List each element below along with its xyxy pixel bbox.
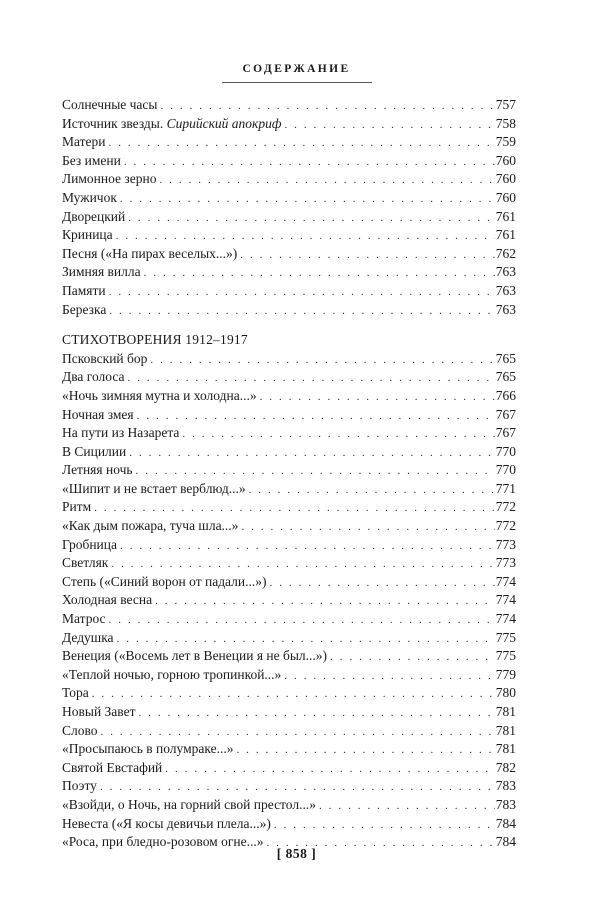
toc-entry-title-text: Степь («Синий ворон от падали...»): [62, 573, 267, 589]
toc-entry-page: 767: [495, 406, 516, 422]
toc-entry-title-text: Дворецкий: [62, 208, 126, 224]
dot-leader: [120, 190, 495, 208]
dot-leader: [128, 369, 495, 387]
toc-entry-title: [62, 245, 237, 264]
toc-entry-title-text: Светляк: [62, 555, 109, 571]
toc-entry-title-text: Лимонное зерно: [62, 171, 157, 187]
dot-leader: [270, 574, 495, 592]
toc-entry: [62, 282, 516, 301]
toc-entry-title-text: Памяти: [62, 282, 106, 298]
toc-entry-title-text: Солнечные часы: [62, 97, 158, 112]
toc-entry: [62, 722, 516, 741]
dot-leader: [249, 481, 495, 499]
toc-entry: [62, 461, 516, 480]
toc-entry-page: 757: [495, 97, 516, 112]
toc-entry-page: 775: [495, 629, 516, 645]
toc-entry-page: 758: [495, 115, 516, 131]
toc-entry: [62, 703, 516, 722]
toc-entry-subtitle: Сирийский апокриф: [166, 115, 282, 131]
toc-entry-page: 775: [495, 648, 516, 664]
toc-entry-title: [62, 282, 106, 301]
toc-entry-page: 784: [495, 815, 516, 831]
toc-entry-title-text: Летняя ночь: [62, 462, 133, 478]
table-of-contents: [62, 96, 516, 852]
toc-entry: [62, 536, 516, 555]
toc-entry-title: [62, 610, 106, 629]
toc-entry-title-text: «Роса, при бледно-розовом огне...»: [62, 834, 264, 850]
toc-entry-page: 780: [495, 685, 516, 701]
toc-entry: [62, 226, 516, 245]
toc-entry-page: 760: [495, 152, 516, 168]
toc-entry-title: [62, 498, 91, 517]
toc-entry: [62, 170, 516, 189]
toc-entry-title-text: «Просыпаюсь в полумраке...»: [62, 741, 234, 757]
toc-entry: [62, 443, 516, 462]
toc-entry-title-text: Святой Евстафий: [62, 759, 163, 775]
toc-entry-page: 781: [495, 704, 516, 719]
toc-entry: [62, 777, 516, 796]
toc-entry-page: 771: [495, 480, 516, 496]
toc-entry-title-text: Невеста («Я косы девичьи плела...»): [62, 815, 271, 831]
toc-entry-title: [62, 96, 158, 115]
toc-entry-page: 783: [495, 778, 516, 794]
dot-leader: [236, 741, 494, 759]
toc-entry-title-text: Два голоса: [62, 369, 125, 385]
toc-entry-page: 781: [495, 741, 516, 757]
toc-entry-title: [62, 443, 126, 462]
toc-entry: [62, 387, 516, 406]
toc-entry: [62, 591, 516, 610]
toc-entry-title: [62, 629, 114, 648]
toc-entry-title-text: Ритм: [62, 499, 92, 515]
toc-entry: [62, 406, 516, 425]
toc-entry-page: 763: [495, 301, 516, 317]
dot-leader: [124, 153, 495, 171]
toc-entry-page: 782: [495, 759, 516, 775]
toc-entry-page: 774: [495, 573, 516, 589]
toc-entry-title-text: Псковский бор: [62, 350, 148, 366]
toc-entry-page: 783: [495, 796, 516, 812]
toc-entry-title-text: Матрос: [62, 611, 106, 627]
toc-entry-title-text: Мужичок: [62, 189, 117, 205]
dot-leader: [128, 209, 495, 227]
toc-entry-title-text: «Теплой ночью, горною тропинкой...»: [62, 666, 282, 682]
toc-entry-title-text: «Взойди, о Ночь, на горний свой престол...»: [62, 796, 316, 812]
toc-entry-title: [62, 647, 327, 666]
toc-entry-title: [62, 387, 257, 406]
page-header-title: СОДЕРЖАНИЕ: [242, 63, 351, 75]
toc-entry-title-text: «Ночь зимняя мутна и холодна...»: [62, 387, 257, 403]
toc-entry: [62, 666, 516, 685]
toc-entry-page: 763: [495, 282, 516, 298]
toc-entry-title: [62, 777, 97, 796]
section-heading: СТИХОТВОРЕНИЯ 1912–1917: [62, 332, 248, 348]
toc-entry-title-text: Без имени: [62, 152, 121, 168]
toc-entry-title-text: Венеция («Восемь лет в Венеции я не был...»): [62, 648, 328, 664]
toc-list-top: [62, 96, 516, 319]
toc-entry-title-text: Слово: [62, 722, 98, 738]
toc-entry-page: 761: [495, 227, 516, 243]
dot-leader: [159, 171, 494, 189]
toc-entry-title: [62, 368, 125, 387]
toc-entry-page: 762: [495, 245, 516, 261]
toc-entry: [62, 647, 516, 666]
toc-entry-page: 781: [495, 722, 516, 738]
toc-entry-title: [62, 301, 106, 320]
toc-entry-page: 770: [495, 462, 516, 478]
toc-entry: [62, 189, 516, 208]
dot-leader: [274, 816, 495, 834]
dot-leader: [330, 648, 495, 666]
toc-entry-title: [62, 554, 108, 573]
toc-entry-title-text: На пути из Назарета: [62, 425, 180, 441]
toc-entry-title: [62, 759, 162, 778]
toc-entry-title: [62, 263, 141, 282]
dot-leader: [101, 723, 495, 741]
toc-entry: [62, 115, 516, 134]
toc-entry-title-text: Матери: [62, 134, 106, 150]
toc-entry-page: 760: [495, 189, 516, 205]
dot-leader: [137, 407, 495, 425]
toc-entry-page: 767: [495, 425, 516, 441]
toc-entry-title: [62, 815, 271, 834]
toc-entry-page: 763: [495, 264, 516, 280]
toc-entry: [62, 573, 516, 592]
toc-entry-title: [62, 461, 133, 480]
toc-entry: [62, 554, 516, 573]
dot-leader: [182, 425, 494, 443]
toc-entry: [62, 759, 516, 778]
toc-entry: [62, 629, 516, 648]
dot-leader: [109, 134, 495, 152]
toc-entry-title: [62, 740, 233, 759]
toc-entry: [62, 152, 516, 171]
dot-leader: [109, 283, 495, 301]
dot-leader: [260, 388, 495, 406]
toc-entry: [62, 480, 516, 499]
dot-leader: [129, 444, 495, 462]
toc-entry-title-text: Ночная змея: [62, 406, 134, 422]
toc-entry-title: [62, 115, 281, 134]
toc-entry-page: 772: [495, 499, 516, 515]
dot-leader: [284, 667, 494, 685]
toc-entry-title: [62, 208, 125, 227]
toc-entry-page: 784: [495, 834, 516, 850]
toc-entry-title: [62, 170, 156, 189]
toc-entry-title-text: Источник звезды.: [62, 115, 164, 131]
toc-entry-title-text: Песня («На пирах веселых...»): [62, 245, 238, 261]
toc-entry-page: 766: [495, 387, 516, 403]
toc-entry-title: [62, 226, 113, 245]
dot-leader: [165, 760, 494, 778]
dot-leader: [109, 611, 495, 629]
toc-entry: [62, 796, 516, 815]
toc-entry-page: 765: [495, 369, 516, 385]
toc-entry-page: 779: [495, 666, 516, 682]
toc-entry-title-text: В Сицилии: [62, 443, 127, 459]
toc-entry-title: [62, 480, 246, 499]
toc-entry-title: [62, 684, 89, 703]
toc-entry: [62, 610, 516, 629]
dot-leader: [319, 797, 495, 815]
toc-entry-page: 774: [495, 611, 516, 627]
dot-leader: [120, 537, 495, 555]
dot-leader: [284, 116, 494, 134]
toc-entry-title-text: Зимняя вилла: [62, 264, 141, 280]
toc-entry-title: [62, 536, 117, 555]
toc-entry-title-text: Дедушка: [62, 629, 114, 645]
page-number: [ 858 ]: [276, 846, 317, 861]
toc-entry-title: [62, 517, 238, 536]
toc-entry-page: 761: [495, 208, 516, 224]
toc-entry-title: [62, 573, 267, 592]
toc-entry-page: 765: [495, 350, 516, 366]
dot-leader: [139, 704, 495, 722]
toc-entry-title: [62, 666, 281, 685]
toc-entry-page: 760: [495, 171, 516, 187]
toc-entry: [62, 350, 516, 369]
dot-leader: [150, 351, 494, 369]
toc-entry-title-text: Криница: [62, 227, 113, 243]
dot-leader: [116, 227, 495, 245]
toc-entry-title: [62, 591, 152, 610]
toc-entry-title-text: «Шипит и не встает верблюд...»: [62, 480, 246, 496]
toc-entry-title: [62, 133, 106, 152]
toc-entry-title: [62, 796, 316, 815]
dot-leader: [92, 685, 495, 703]
toc-entry: [62, 133, 516, 152]
toc-entry: [62, 815, 516, 834]
dot-leader: [240, 246, 494, 264]
toc-entry-page: 770: [495, 443, 516, 459]
toc-entry-page: 773: [495, 555, 516, 571]
toc-entry-title: [62, 424, 179, 443]
dot-leader: [136, 462, 495, 480]
toc-entry-title: [62, 152, 121, 171]
toc-entry-title-text: Поэту: [62, 778, 97, 794]
toc-entry-title: [62, 703, 136, 722]
dot-leader: [100, 778, 495, 796]
dot-leader: [155, 592, 495, 610]
toc-entry-title-text: Новый Завет: [62, 704, 136, 719]
toc-entry-title-text: Гробница: [62, 536, 117, 552]
dot-leader: [109, 302, 494, 320]
dot-leader: [117, 630, 495, 648]
toc-entry-title-text: Березка: [62, 301, 107, 317]
toc-list-section: [62, 350, 516, 852]
toc-entry: [62, 517, 516, 536]
dot-leader: [94, 499, 495, 517]
toc-entry-title-text: «Как дым пожара, туча шла...»: [62, 518, 239, 534]
toc-entry: [62, 684, 516, 703]
toc-entry-title-text: Тора: [62, 685, 89, 701]
toc-entry: [62, 245, 516, 264]
toc-entry: [62, 368, 516, 387]
toc-entry: [62, 263, 516, 282]
toc-entry-title-text: Холодная весна: [62, 592, 153, 608]
dot-leader: [144, 264, 495, 282]
toc-entry-page: 772: [495, 518, 516, 534]
header-divider: [222, 82, 372, 83]
toc-entry-page: 773: [495, 536, 516, 552]
dot-leader: [111, 555, 494, 573]
dot-leader: [241, 518, 494, 536]
toc-entry-title: [62, 406, 134, 425]
toc-entry-title: [62, 722, 98, 741]
toc-entry-page: 774: [495, 592, 516, 608]
toc-entry: [62, 498, 516, 517]
toc-entry-title: [62, 350, 147, 369]
toc-entry-page: 759: [495, 134, 516, 150]
toc-entry: [62, 301, 516, 320]
toc-entry: [62, 740, 516, 759]
toc-entry-title: [62, 189, 117, 208]
toc-entry: [62, 424, 516, 443]
toc-entry: [62, 96, 516, 115]
dot-leader: [161, 97, 495, 115]
toc-entry: [62, 208, 516, 227]
